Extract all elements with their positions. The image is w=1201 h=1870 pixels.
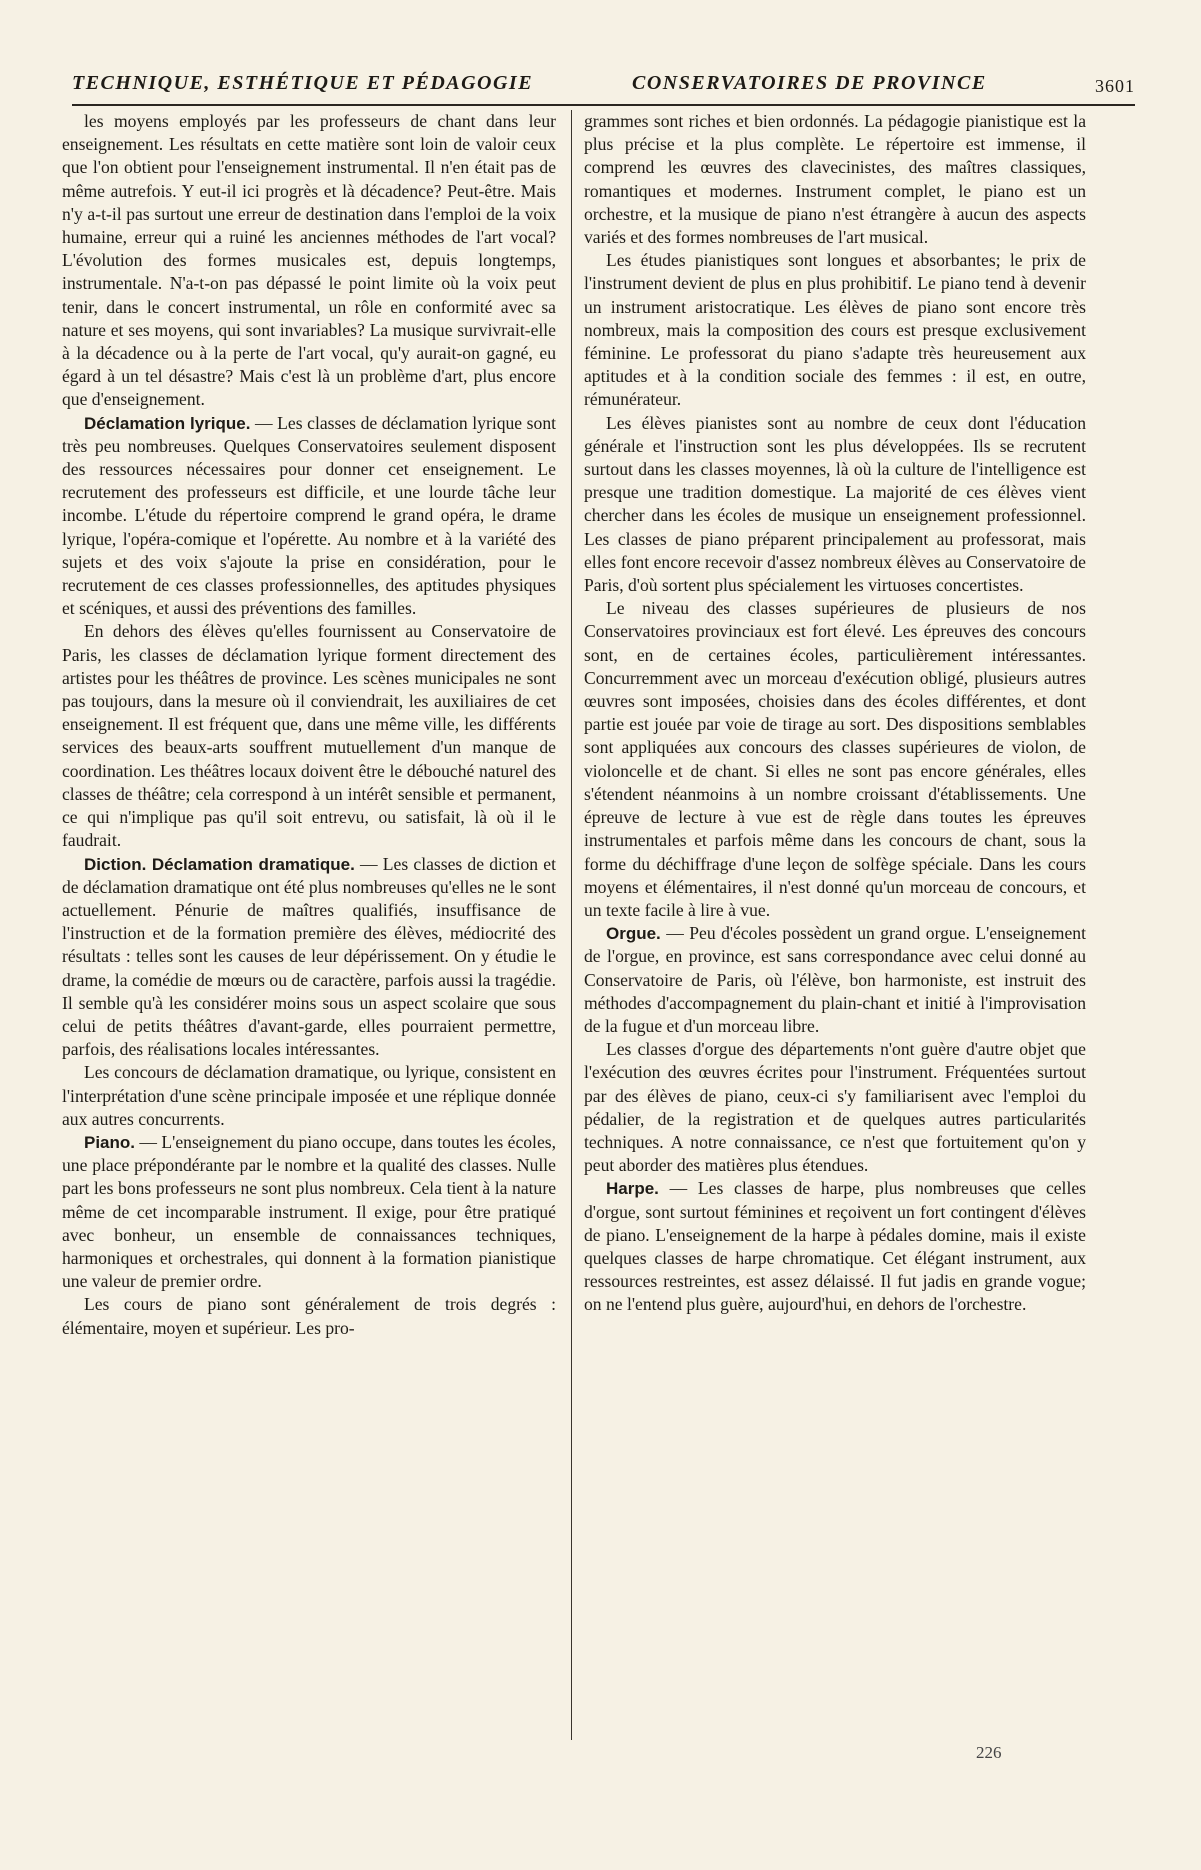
paragraph [62, 1061, 556, 1131]
paragraph-text: Les cours de piano sont généralement de trois degrés : élémentaire, moyen et supérieur. Les pro- [62, 1294, 556, 1338]
paragraph [584, 1177, 1086, 1316]
section-heading: Harpe. [606, 1179, 659, 1199]
paragraph-text: — Les classes de harpe, plus nombreuses que celles d'orgue, sont surtout féminines et reçoivent un fort contingent d'élèves de piano. L'enseignement de la harpe à pédales domine, mais il existe quelques classes de harpe chromatique. Cet élégant instrument, aux ressources restreintes, est assez délaissé. Il fut jadis en grande vogue; on ne l'entend plus guère, aujourd'hui, en dehors de l'orchestre. [584, 1178, 1086, 1315]
right-column [584, 110, 1086, 1317]
paragraph [62, 1131, 556, 1293]
paragraph [584, 110, 1086, 249]
folio-number: 226 [976, 1743, 1002, 1762]
paragraph [62, 1293, 556, 1339]
section-heading: Diction. Déclamation dramatique. [84, 854, 355, 874]
paragraph-text: En dehors des élèves qu'elles fournissent au Conservatoire de Paris, les classes de déclamation lyrique forment directement des artistes pour les théâtres de province. Les scènes municipales ne sont pas toujours, dans la mesure où il conviendrait, les auxiliaires de cet enseignement. Il est fréquent que, dans une même ville, les différents services des beaux-arts souffrent mutuellement d'un manque de coordination. Les théâtres locaux doivent être le débouché naturel des classes de théâtre; cela correspond à un intérêt sensible et permanent, ce qui n'implique pas qu'il soit entrevu, ou satisfait, là où il le faudrait. [62, 621, 556, 851]
paragraph [62, 620, 556, 852]
paragraph-text: Le niveau des classes supérieures de plusieurs de nos Conservatoires provinciaux est fort élevé. Les épreuves des concours sont, en de certaines écoles, particulièrement intéressantes. Concurremment avec un morceau d'exécution obligé, plusieurs autres œuvres sont imposées, choisies dans des écoles différentes, et dont partie est jouée par voie de tirage au sort. Des dispositions semblables sont appliquées aux concours des classes supérieures de violon, de violoncelle et de chant. Si elles ne sont pas encore générales, elles s'étendent néanmoins à un nombre croissant d'établissements. Une épreuve de lecture à vue est de règle dans toutes les épreuves instrumentales et parfois même dans les concours de chant, sous la forme du déchiffrage d'une leçon de solfège spéciale. Dans les cours moyens et élémentaires, il n'est donné qu'un morceau de concours, et un texte facile à lire à vue. [584, 598, 1086, 920]
running-header [72, 70, 1135, 106]
paragraph [584, 922, 1086, 1038]
section-heading: Piano. [84, 1132, 136, 1152]
paragraph-text: — Les classes de déclamation lyrique sont très peu nombreuses. Quelques Conservatoires seulement disposent des ressources nécessaires pour donner cet enseignement. Le recrutement des professeurs est difficile, et une lourde tâche leur incombe. L'étude du répertoire comprend le grand opéra, le drame lyrique, l'opéra-comique et l'opérette. Au nombre et à la variété des sujets et des voix s'ajoute la prise en considération, pour le recrutement de ces classes professionnelles, des aptitudes physiques et scéniques, et aussi des préventions des familles. [62, 412, 557, 619]
paragraph [584, 597, 1086, 922]
paragraph [584, 249, 1086, 411]
paragraph [62, 110, 556, 412]
paragraph-text: — Les classes de diction et de déclamation dramatique ont été plus nombreuses qu'elles ne le sont actuellement. Pénurie de maîtres qualifiés, insuffisance de l'instruction et de la formation première des élèves, médiocrité des résultats : telles sont les causes de leur dépérissement. On y étudie le drame, la comédie de mœurs ou de caractère, parfois aussi la tragédie. Il semble qu'à les considérer moins sous un aspect scolaire que sous celui de petits théâtres d'avant-garde, elles pourraient permettre, parfois, des réalisations locales intéressantes. [62, 853, 556, 1060]
paragraph-text: les moyens employés par les professeurs de chant dans leur enseignement. Les résultats en cette matière sont loin de valoir ceux que l'on obtient pour l'enseignement instrumental. Il n'en était pas de même autrefois. Y eut-il ici progrès et là décadence? Peut-être. Mais n'y a-t-il pas surtout une erreur de destination dans l'emploi de la voix humaine, erreur qui a ruiné les anciennes méthodes de l'art vocal? L'évolution des formes musicales est, depuis longtemps, instrumentale. N'a-t-on pas dépassé le point limite où la voix peut tenir, dans le concert instrumental, un rôle en conformité avec sa nature et ses moyens, qui sont invariables? La musique survivrait-elle à la décadence ou à la perte de l'art vocal, qu'y aurait-on gagné, eu égard à un tel désastre? Mais c'est là un problème d'art, plus encore que d'enseignement. [62, 111, 556, 410]
paragraph-text: Les concours de déclamation dramatique, ou lyrique, consistent en l'interprétation d'une scène principale imposée et une réplique donnée aux autres concurrents. [62, 1062, 556, 1129]
paragraph [584, 412, 1086, 598]
paragraph [584, 1038, 1086, 1177]
paragraph-text: — L'enseignement du piano occupe, dans toutes les écoles, une place prépondérante par le nombre et la qualité des classes. Nulle part les bons professeurs ne sont plus nombreux. Cela tient à la nature même de cet incomparable instrument. Il exige, pour être pratiqué avec bonheur, un ensemble de connaissances techniques, harmoniques et orchestrales, qui donnent à la formation pianistique une valeur de premier ordre. [62, 1131, 556, 1292]
paragraph-text: grammes sont riches et bien ordonnés. La pédagogie pianistique est la plus précise et la plus complète. Le répertoire est immense, il comprend les œuvres des clavecinistes, des maîtres classiques, romantiques et modernes. Instrument complet, le piano est un orchestre, et la musique de piano n'est étrangère à aucun des aspects variés et des formes nombreuses de l'art musical. [584, 111, 1086, 248]
header-right-title: CONSERVATOIRES DE PROVINCE [632, 72, 987, 94]
paragraph [62, 412, 556, 621]
section-heading: Déclamation lyrique. [84, 413, 251, 433]
paragraph-text: — Peu d'écoles possèdent un grand orgue. L'enseignement de l'orgue, en province, est sans correspondance avec celui donné au Conservatoire de Paris, où l'élève, bon harmoniste, est instruit des méthodes d'accompagnement du plain-chant et initié à l'improvisation de la fugue et d'un morceau libre. [584, 923, 1086, 1036]
paragraph-text: Les études pianistiques sont longues et absorbantes; le prix de l'instrument devient de plus en plus prohibitif. Le piano tend à devenir un instrument aristocratique. Les élèves de piano sont encore très nombreux, mais la composition des cours est presque exclusivement féminine. Le professorat du piano s'adapte très heureusement aux aptitudes et à la condition sociale des femmes : il est, en outre, rémunérateur. [584, 250, 1086, 410]
header-left-title: TECHNIQUE, ESTHÉTIQUE ET PÉDAGOGIE [72, 72, 534, 94]
paragraph-text: Les élèves pianistes sont au nombre de ceux dont l'éducation générale et l'instruction sont les plus développées. Ils se recrutent surtout dans les classes moyennes, là où la culture de l'intelligence est presque une tradition domestique. La majorité de ces élèves vient chercher dans les écoles de musique un enseignement professionnel. Les classes de piano préparent principalement au professorat, mais elles font encore recevoir d'assez nombreux élèves au Conservatoire de Paris, d'où sortent plus spécialement les virtuoses concertistes. [584, 412, 1086, 596]
section-heading: Orgue. [606, 924, 661, 944]
paragraph [62, 853, 556, 1062]
paragraph-text: Les classes d'orgue des départements n'ont guère d'autre objet que l'exécution des œuvres écrites pour l'instrument. Fréquentées surtout par des élèves de piano, ceux-ci s'y familiarisent avec l'emploi du pédalier, de la registration et de quelques autres particularités techniques. A notre connaissance, ce n'est que fortuitement qu'on y peut aborder des matières plus étendues. [584, 1039, 1086, 1176]
column-divider [571, 110, 572, 1740]
left-column [62, 110, 556, 1340]
page-number: 3601 [1095, 76, 1135, 96]
